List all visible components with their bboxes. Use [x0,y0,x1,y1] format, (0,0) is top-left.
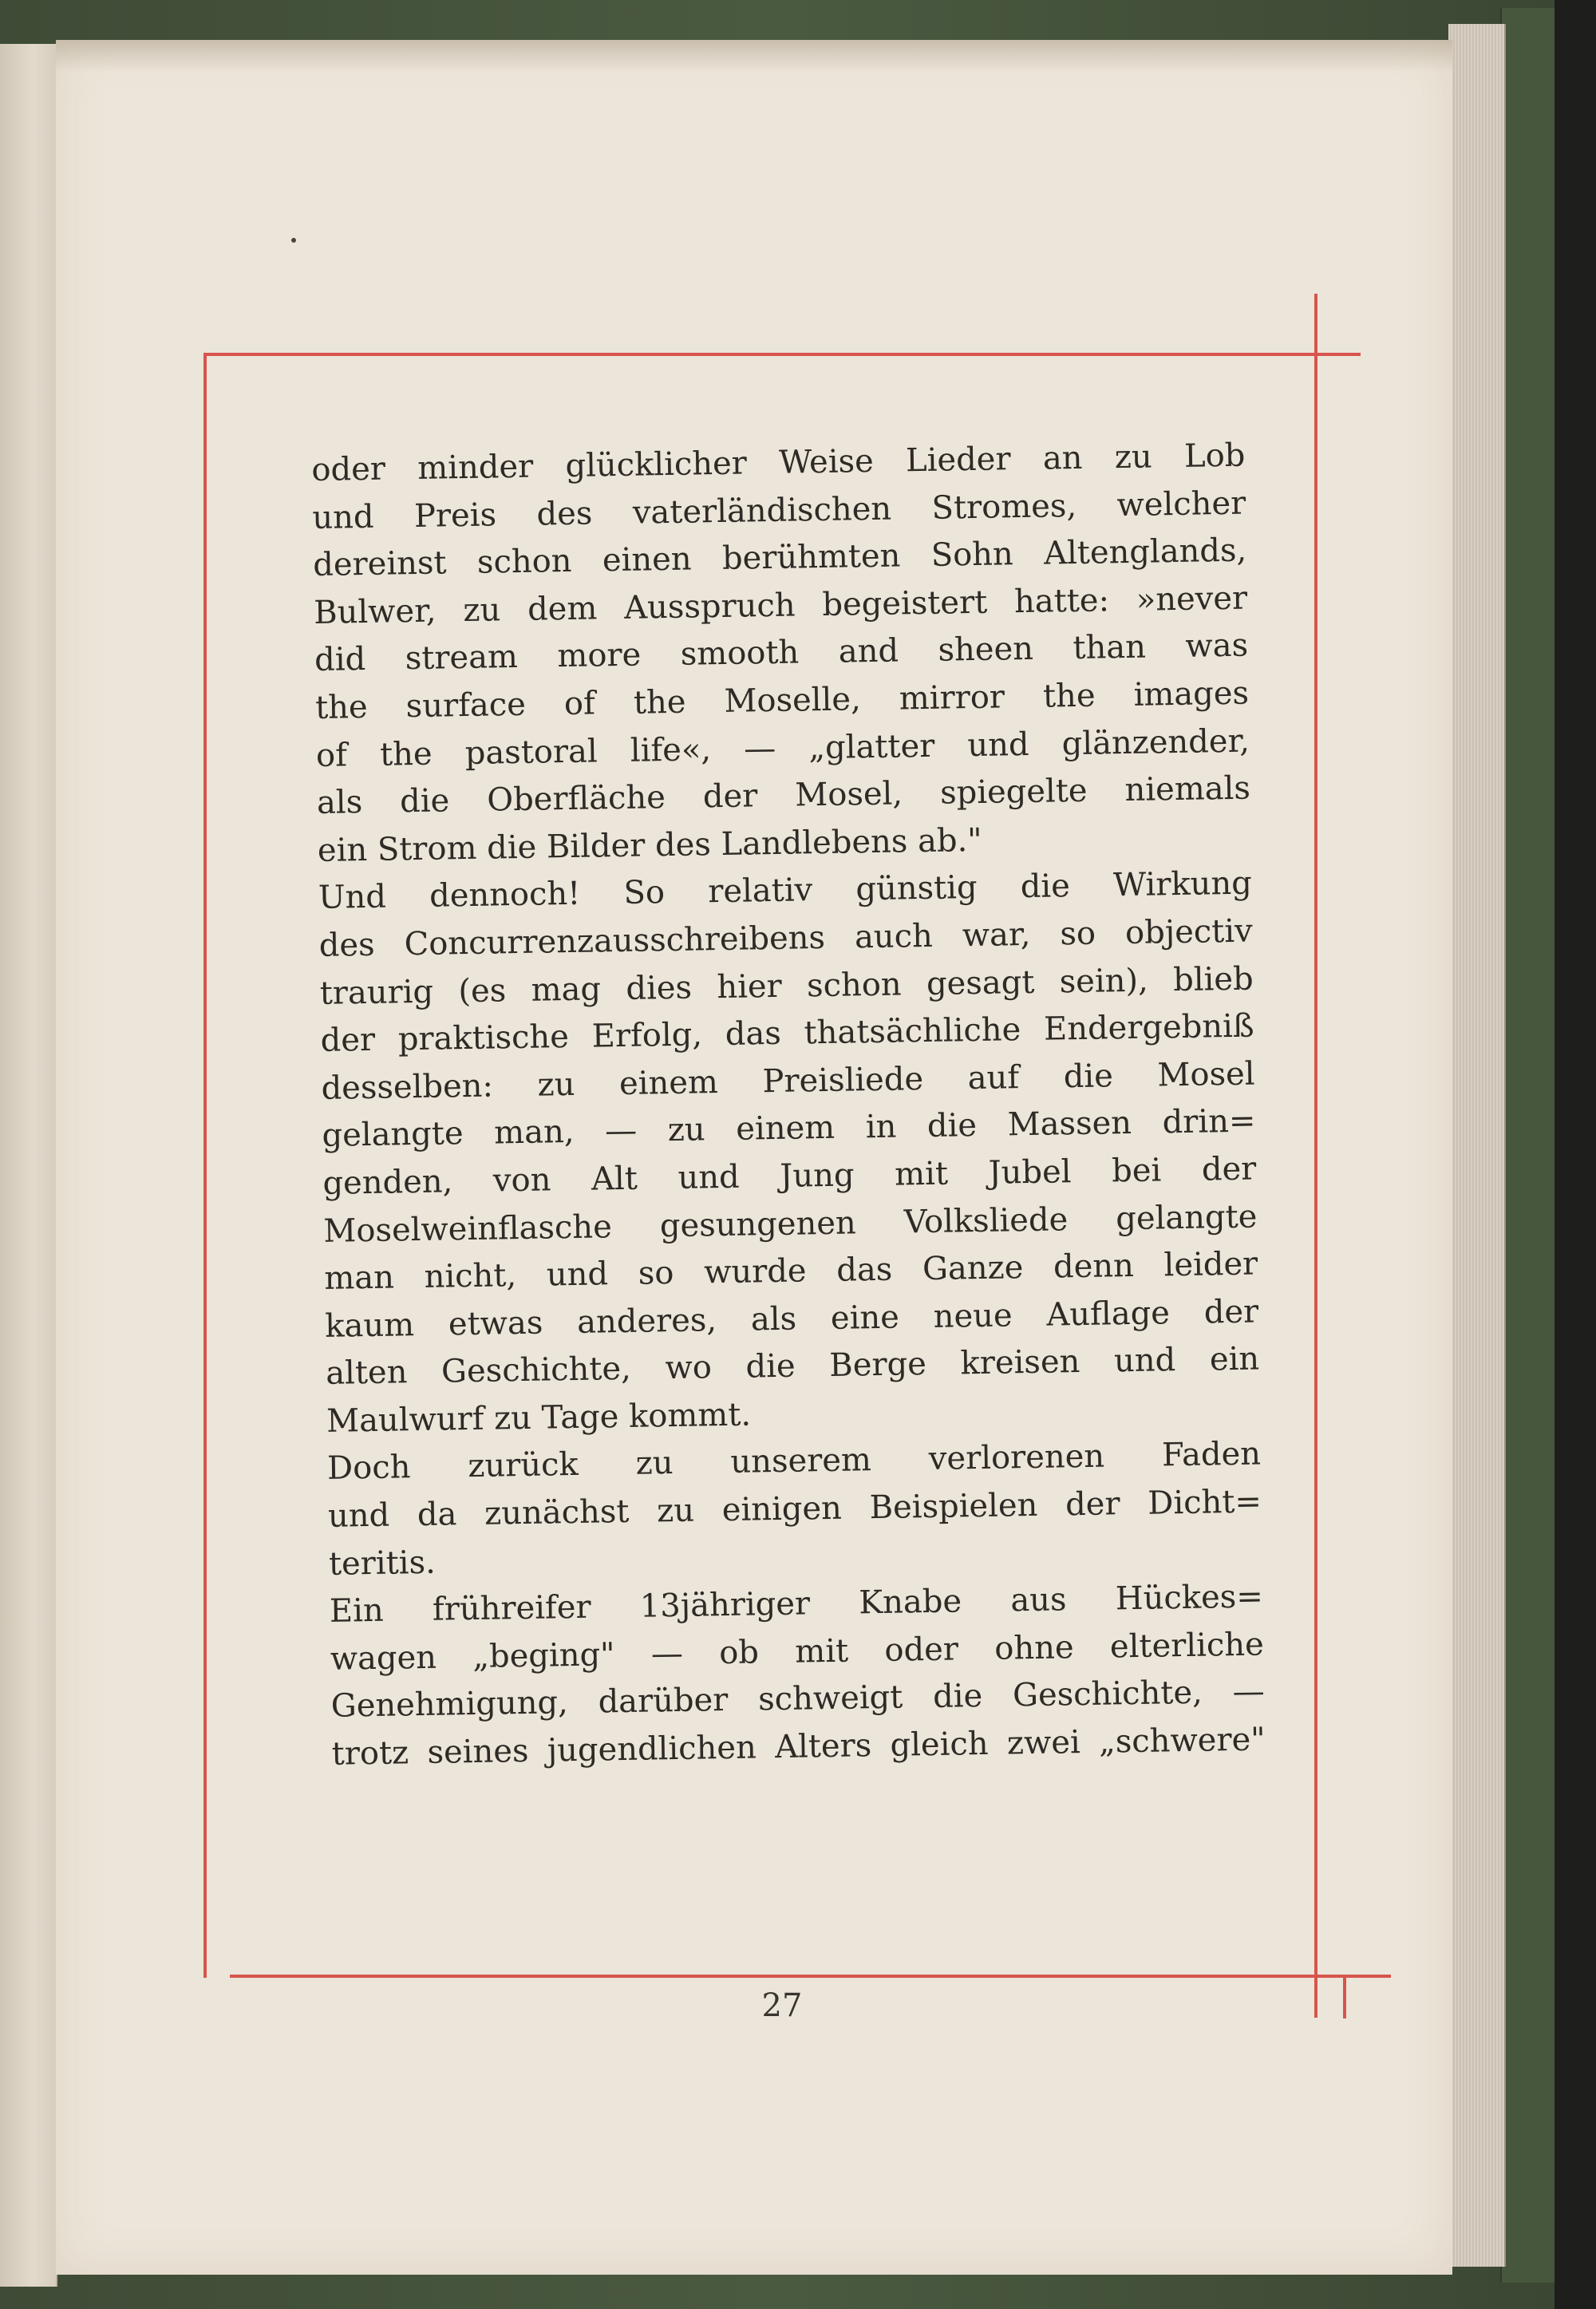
text-line: kaum etwas anderes, als eine neue Auflage der [324,1293,1259,1345]
page-number: 27 [761,1987,803,2024]
text-line: Doch zurück zu unserem verlorenen Faden [326,1435,1262,1488]
frame-bottom-rule [230,1975,1391,1978]
text-line: und Preis des vaterländischen Stromes, welcher [312,484,1246,536]
page-shadow [56,40,1452,72]
text-line: trotz seines jugendlichen Alters gleich zwei „schwere" [331,1721,1266,1773]
text-line: of the pastoral life«, — „glatter und glänzender, [315,722,1250,774]
text-line: desselben: zu einem Preisliede auf die Mosel [321,1055,1255,1107]
text-line: Bulwer, zu dem Ausspruch begeistert hatte: »never [313,579,1248,631]
text-line: oder minder glücklicher Weise Lieder an zu Lob [311,437,1246,488]
text-line: teritis. [328,1544,437,1583]
text-line: Und dennoch! So relativ günstig die Wirkung [318,864,1253,917]
frame-top-rule [203,353,1361,356]
text-line: the surface of the Moselle, mirror the images [314,674,1250,726]
text-line: der praktische Erfolg, das thatsächliche Endergebniß [320,1007,1254,1060]
body-text [311,433,1266,1779]
frame-left-rule [203,353,207,1978]
text-line: Maulwurf zu Tage kommt. [326,1396,752,1440]
text-line: dereinst schon einen berühmten Sohn Altenglands, [312,532,1247,584]
ink-speck [291,238,296,243]
text-line: wagen „beging" — ob mit oder ohne elterliche [330,1626,1265,1678]
page-stack-edge [1448,24,1506,2267]
frame-corner-mark [1343,1975,1346,2018]
book-page [56,40,1452,2275]
text-line: Genehmigung, darüber schweigt die Geschichte, — [330,1673,1266,1726]
text-line: gelangte man, — zu einem in die Massen drin= [322,1102,1256,1155]
text-line: und da zunächst zu einigen Beispielen der Dicht= [327,1483,1262,1535]
text-line: traurig (es mag dies hier schon gesagt sein), blieb [319,960,1254,1012]
text-line: ein Strom die Bilder des Landlebens ab." [317,821,982,869]
previous-page-edge [0,44,57,2287]
book-cover-edge [1500,8,1555,2283]
text-line: Moselweinflasche gesungenen Volksliede gelangte [323,1198,1258,1250]
frame-right-rule [1314,294,1317,2018]
text-line: did stream more smooth and sheen than was [314,627,1249,679]
text-line: des Concurrenzausschreibens auch war, so objectiv [318,912,1254,964]
text-line: alten Geschichte, wo die Berge kreisen und ein [325,1340,1260,1393]
text-line: genden, von Alt und Jung mit Jubel bei der [322,1150,1257,1202]
text-line: Ein frühreifer 13jähriger Knabe aus Hückes= [329,1578,1264,1631]
text-line: man nicht, und so wurde das Ganze denn leider [324,1245,1258,1297]
text-line: als die Oberfläche der Mosel, spiegelte niemals [316,769,1251,822]
